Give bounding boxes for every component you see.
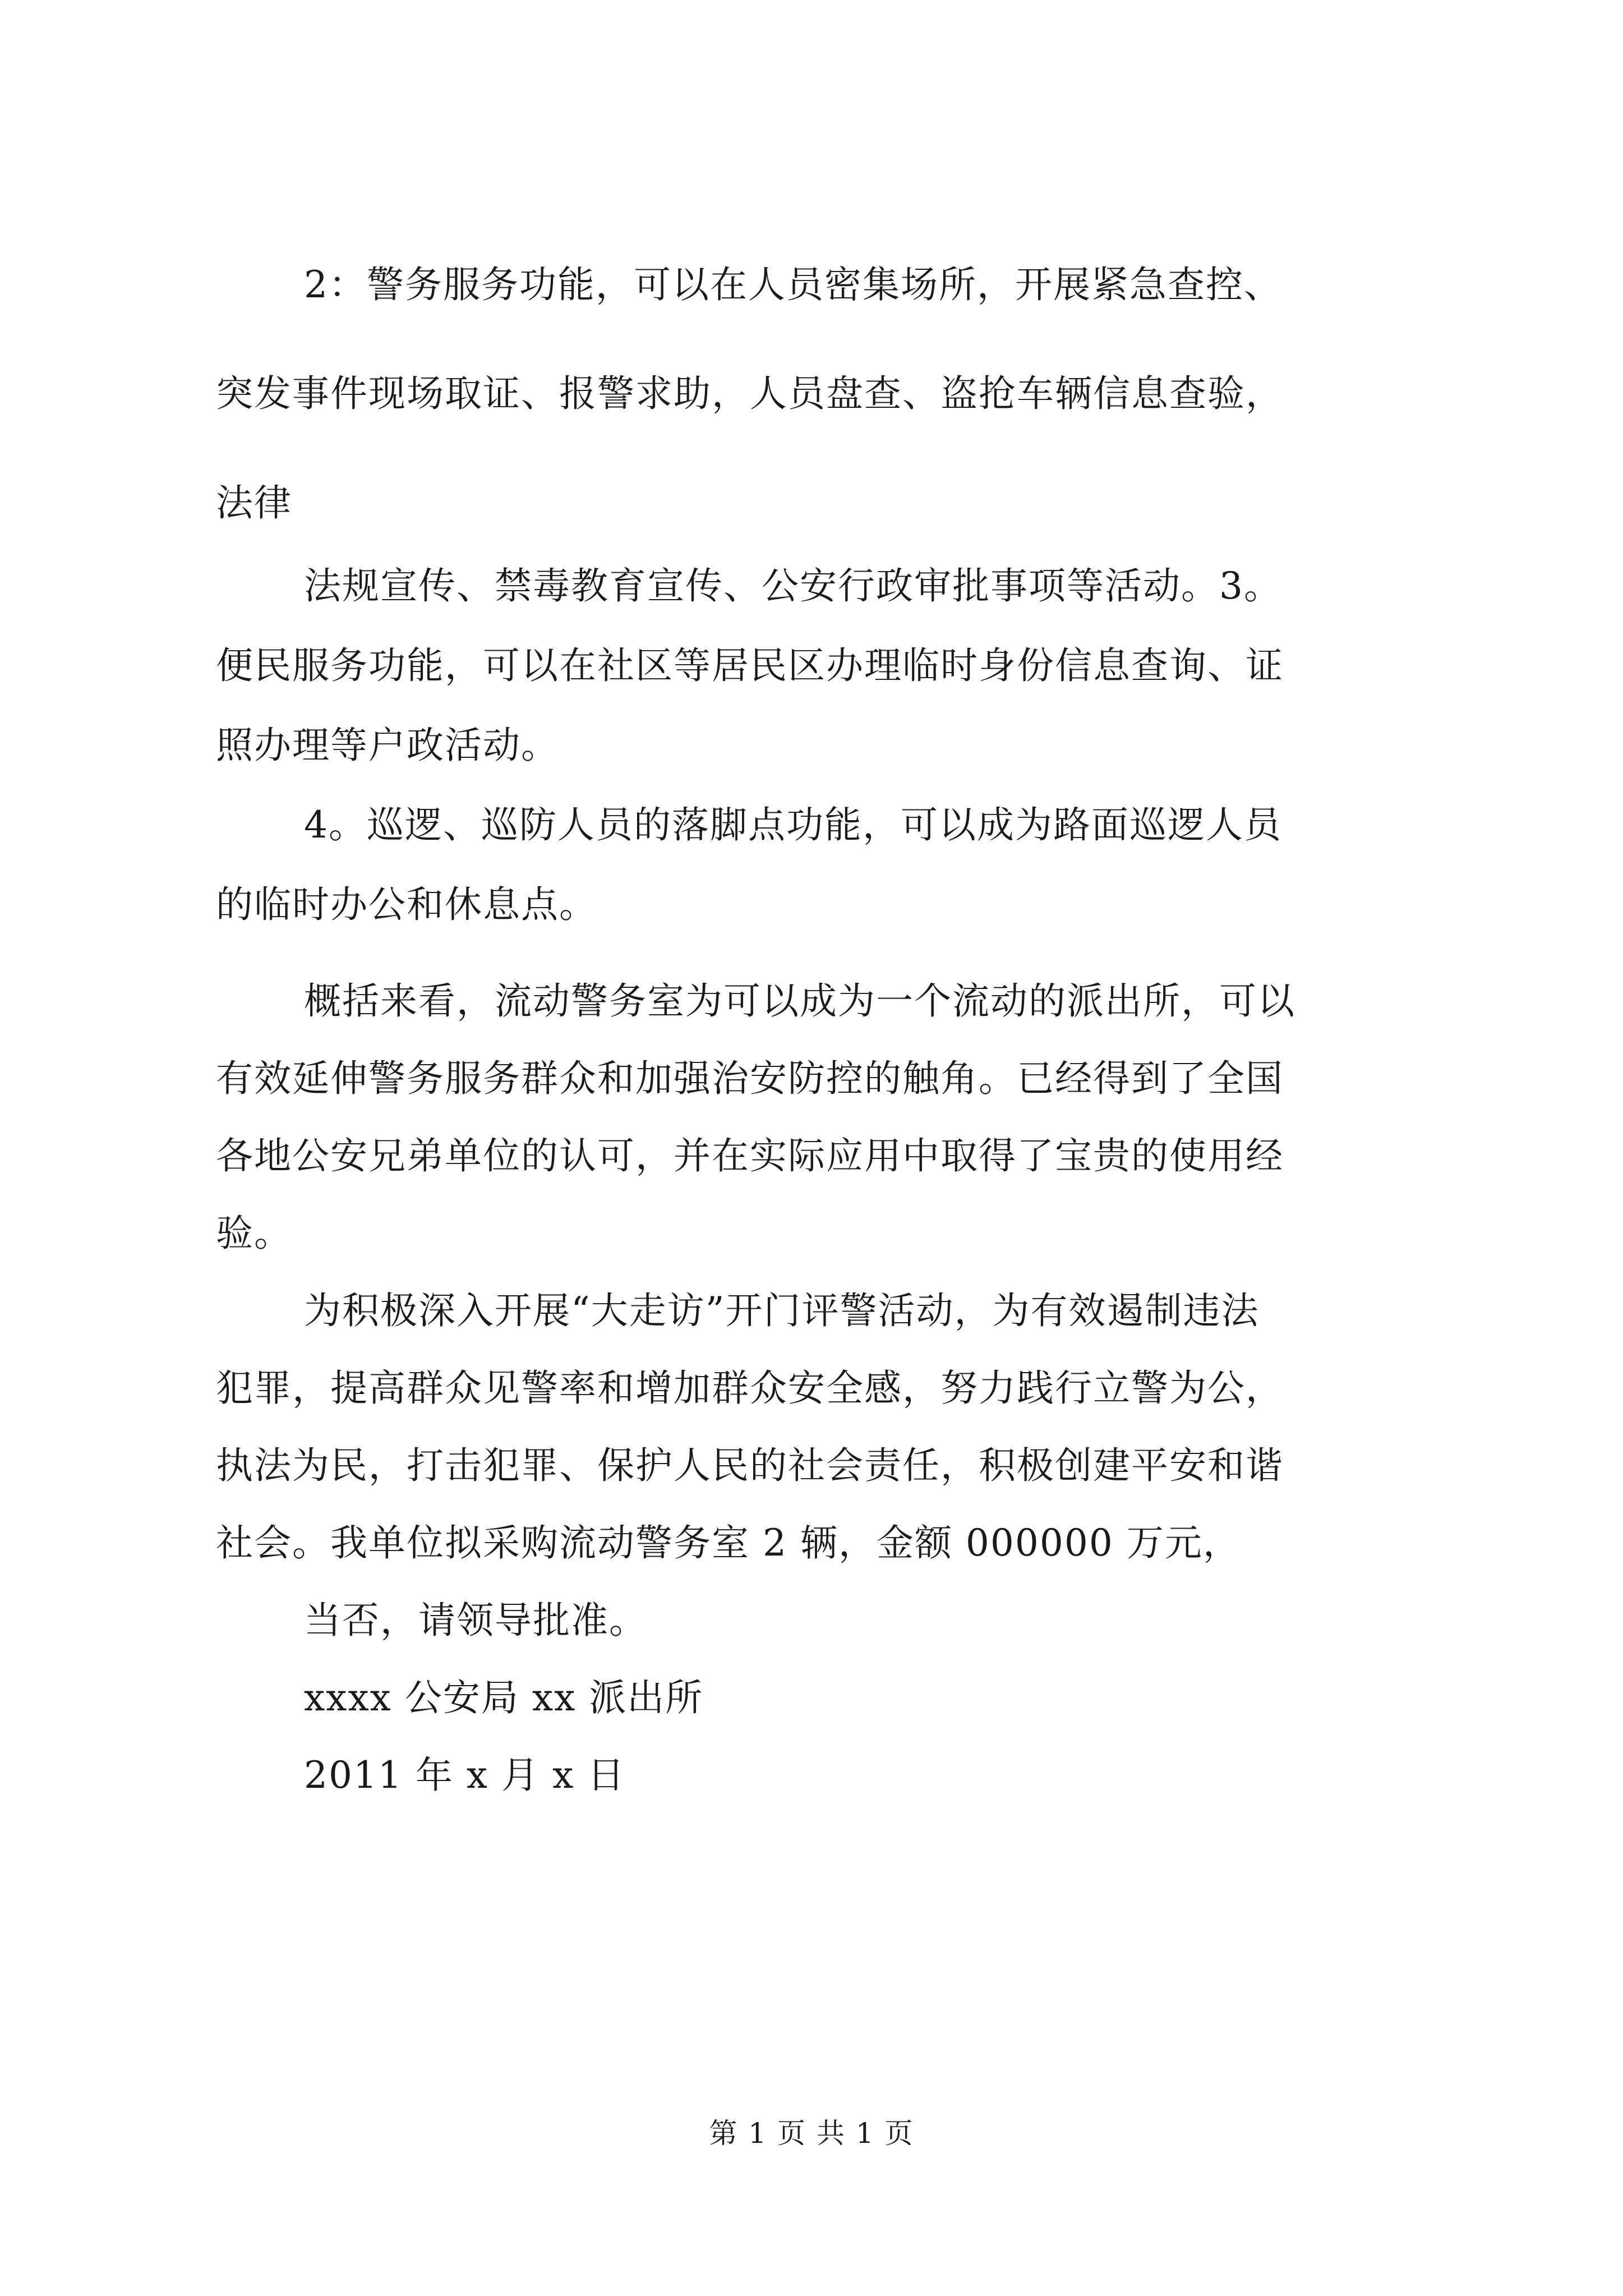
paragraph-purchase-line-2: 犯罪，提高群众见警率和增加群众安全感，努力践行立警为公， xyxy=(216,1366,1284,1410)
page-footer: 第 1 页 共 1 页 xyxy=(709,2117,914,2150)
paragraph-summary-line-2: 有效延伸警务服务群众和加强治安防控的触角。已经得到了全国 xyxy=(216,1057,1284,1100)
paragraph-police-service-line-2: 突发事件现场取证、报警求助，人员盘查、盗抢车辆信息查验， xyxy=(216,372,1284,415)
paragraph-approval-line: 当否，请领导批准。 xyxy=(304,1599,647,1642)
paragraph-purchase-line-4: 社会。我单位拟采购流动警务室 2 辆，金额 000000 万元， xyxy=(216,1521,1241,1565)
paragraph-regulations-line-3: 照办理等户政活动。 xyxy=(216,724,559,767)
paragraph-summary-line-4: 验。 xyxy=(216,1212,292,1255)
paragraph-patrol-line-1: 4。巡逻、巡防人员的落脚点功能，可以成为路面巡逻人员 xyxy=(304,803,1282,846)
paragraph-summary-line-3: 各地公安兄弟单位的认可，并在实际应用中取得了宝贵的使用经 xyxy=(216,1134,1284,1177)
paragraph-regulations-line-2: 便民服务功能，可以在社区等居民区办理临时身份信息查询、证 xyxy=(216,644,1284,687)
paragraph-regulations-line-1: 法规宣传、禁毒教育宣传、公安行政审批事项等活动。3。 xyxy=(304,564,1282,608)
paragraph-summary-line-1: 概括来看，流动警务室为可以成为一个流动的派出所，可以 xyxy=(304,979,1295,1023)
signature-organization: xxxx 公安局 xx 派出所 xyxy=(304,1676,704,1719)
signature-date: 2011 年 x 月 x 日 xyxy=(304,1754,626,1797)
paragraph-police-service-line-3: 法律 xyxy=(216,481,292,524)
paragraph-patrol-line-2: 的临时办公和休息点。 xyxy=(216,883,597,926)
paragraph-police-service-line-1: 2：警务服务功能，可以在人员密集场所，开展紧急查控、 xyxy=(304,263,1282,306)
paragraph-purchase-line-1: 为积极深入开展“大走访”开门评警活动，为有效遏制违法 xyxy=(304,1289,1260,1332)
paragraph-purchase-line-3: 执法为民，打击犯罪、保护人民的社会责任，积极创建平安和谐 xyxy=(216,1444,1284,1487)
